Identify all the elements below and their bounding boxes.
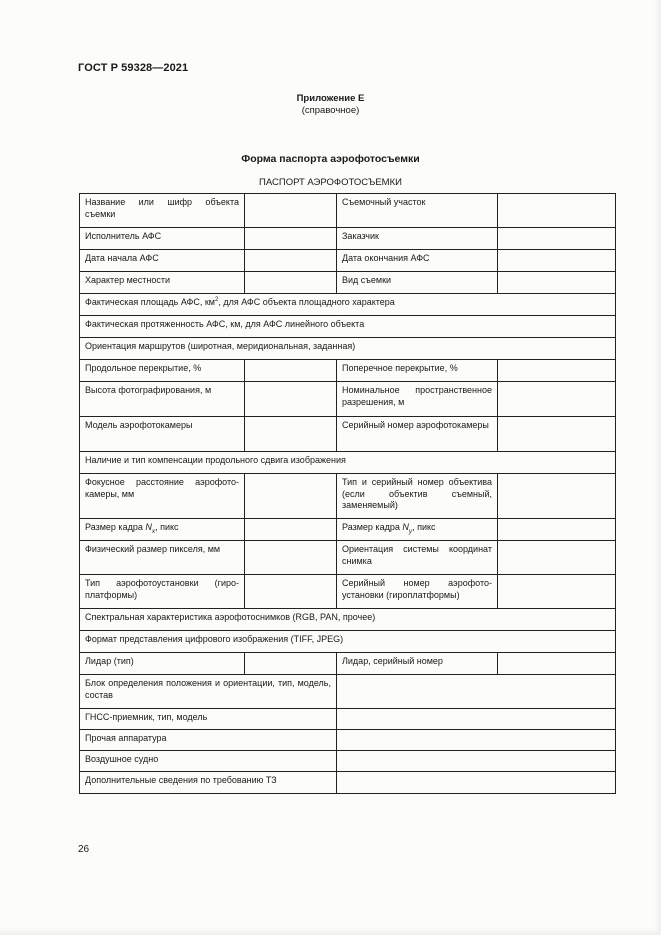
table-row (80, 519, 616, 541)
label-object-name: Название или шифр объекта съемки (80, 194, 245, 228)
value-focal-length[interactable] (245, 474, 337, 519)
label-actual-length[interactable]: Фактическая протяженность АФС, км, для АФС линейного объекта (80, 316, 616, 338)
value-lidar-type[interactable] (245, 653, 337, 675)
frame-size-y-text: Размер кадра (342, 522, 403, 532)
table-row (80, 272, 616, 294)
label-mount-type: Тип аэрофотоустановки (гироплатформы) (80, 575, 245, 609)
table-row (80, 250, 616, 272)
value-contractor[interactable] (245, 228, 337, 250)
label-pixel-size: Физический размер пикселя, мм (80, 541, 245, 575)
label-nominal-resolution: Номинальное пространственное разрешения, м (337, 382, 498, 417)
annex-title: Приложение Е (296, 93, 365, 104)
table-row (80, 631, 616, 653)
table-row (80, 751, 616, 772)
table-row (80, 194, 616, 228)
table-row (80, 675, 616, 709)
label-pos-unit: Блок определения положения и ориентации, тип, модель, состав (80, 675, 337, 709)
value-image-orientation[interactable] (498, 541, 616, 575)
table-row (80, 452, 616, 474)
passport-table (79, 193, 616, 794)
table-row (80, 575, 616, 609)
value-aircraft[interactable] (337, 751, 616, 772)
label-terrain-type: Характер местности (80, 272, 245, 294)
value-camera-serial[interactable] (498, 417, 616, 452)
label-lens-serial: Тип и серийный номер объектива (если объектив съемный, заменяемый) (337, 474, 498, 519)
table-row (80, 338, 616, 360)
value-other-equipment[interactable] (337, 730, 616, 751)
frame-size-y-unit: , пикс (412, 522, 436, 532)
actual-area-text: Фактическая площадь АФС, км (85, 297, 215, 307)
table-row (80, 709, 616, 730)
value-side-overlap[interactable] (498, 360, 616, 382)
frame-size-x-unit: , пикс (155, 522, 179, 532)
frame-size-y-symbol: N (402, 522, 409, 532)
table-row (80, 474, 616, 519)
label-lidar-type: Лидар (тип) (80, 653, 245, 675)
value-lens-serial[interactable] (498, 474, 616, 519)
table-row (80, 772, 616, 794)
label-forward-overlap: Продольное перекрытие, % (80, 360, 245, 382)
value-gnss[interactable] (337, 709, 616, 730)
table-row (80, 730, 616, 751)
value-survey-type[interactable] (498, 272, 616, 294)
label-survey-type: Вид съемки (337, 272, 498, 294)
value-start-date[interactable] (245, 250, 337, 272)
value-mount-serial[interactable] (498, 575, 616, 609)
value-pixel-size[interactable] (245, 541, 337, 575)
table-row (80, 609, 616, 631)
value-object-name[interactable] (245, 194, 337, 228)
label-customer: Заказчик (337, 228, 498, 250)
page-number: 26 (78, 844, 90, 855)
label-route-orientation[interactable]: Ориентация маршрутов (широтная, меридиональная, заданная) (80, 338, 616, 360)
label-mount-serial: Серийный номер аэрофотоустановки (гироплатформы) (337, 575, 498, 609)
label-aircraft: Воздушное судно (80, 751, 337, 772)
value-mount-type[interactable] (245, 575, 337, 609)
value-frame-size-x[interactable] (245, 519, 337, 541)
value-nominal-resolution[interactable] (498, 382, 616, 417)
label-motion-compensation[interactable]: Наличие и тип компенсации продольного сдвига изображения (80, 452, 616, 474)
value-survey-area[interactable] (498, 194, 616, 228)
value-pos-unit[interactable] (337, 675, 616, 709)
label-spectral[interactable]: Спектральная характеристика аэрофотоснимков (RGB, PAN, прочее) (80, 609, 616, 631)
value-lidar-serial[interactable] (498, 653, 616, 675)
document-code: ГОСТ Р 59328—2021 (78, 62, 189, 74)
form-title: Форма паспорта аэрофотосъемки (241, 153, 420, 165)
actual-area-qualifier: , для АФС объекта площадного характера (218, 297, 395, 307)
label-frame-size-x (80, 519, 245, 541)
label-additional-info: Дополнительные сведения по требованию ТЗ (80, 772, 337, 794)
label-start-date: Дата начала АФС (80, 250, 245, 272)
value-terrain-type[interactable] (245, 272, 337, 294)
frame-size-x-index: x (151, 527, 156, 535)
value-end-date[interactable] (498, 250, 616, 272)
value-additional-info[interactable] (337, 772, 616, 794)
table-row (80, 653, 616, 675)
label-frame-size-y (337, 519, 498, 541)
label-image-orientation: Ориентация системы координат снимка (337, 541, 498, 575)
annex-heading (0, 93, 661, 117)
label-focal-length: Фокусное расстояние аэрофотокамеры, мм (80, 474, 245, 519)
value-customer[interactable] (498, 228, 616, 250)
value-forward-overlap[interactable] (245, 360, 337, 382)
label-survey-area: Съемочный участок (337, 194, 498, 228)
table-row (80, 541, 616, 575)
label-camera-serial: Серийный номер аэрофотокамеры (337, 417, 498, 452)
label-gnss: ГНСС-приемник, тип, модель (80, 709, 337, 730)
label-end-date: Дата окончания АФС (337, 250, 498, 272)
label-actual-area[interactable] (80, 294, 616, 316)
label-camera-model: Модель аэрофотокамеры (80, 417, 245, 452)
label-lidar-serial: Лидар, серийный номер (337, 653, 498, 675)
label-contractor: Исполнитель АФС (80, 228, 245, 250)
table-row (80, 316, 616, 338)
label-image-format[interactable]: Формат представления цифрового изображения (TIFF, JPEG) (80, 631, 616, 653)
table-row (80, 360, 616, 382)
value-flight-height[interactable] (245, 382, 337, 417)
actual-area-unit-power: 2 (215, 297, 219, 303)
label-flight-height: Высота фотографирования, м (80, 382, 245, 417)
frame-size-y-index: y (408, 527, 413, 535)
label-other-equipment: Прочая аппаратура (80, 730, 337, 751)
value-frame-size-y[interactable] (498, 519, 616, 541)
label-side-overlap: Поперечное перекрытие, % (337, 360, 498, 382)
annex-kind: (справочное) (301, 105, 360, 116)
table-row (80, 382, 616, 417)
table-row (80, 294, 616, 316)
frame-size-x-symbol: N (145, 522, 152, 532)
table-row (80, 417, 616, 452)
value-camera-model[interactable] (245, 417, 337, 452)
table-row (80, 228, 616, 250)
table-caption: ПАСПОРТ АЭРОФОТОСЪЕМКИ (259, 177, 402, 188)
frame-size-x-text: Размер кадра (85, 522, 146, 532)
